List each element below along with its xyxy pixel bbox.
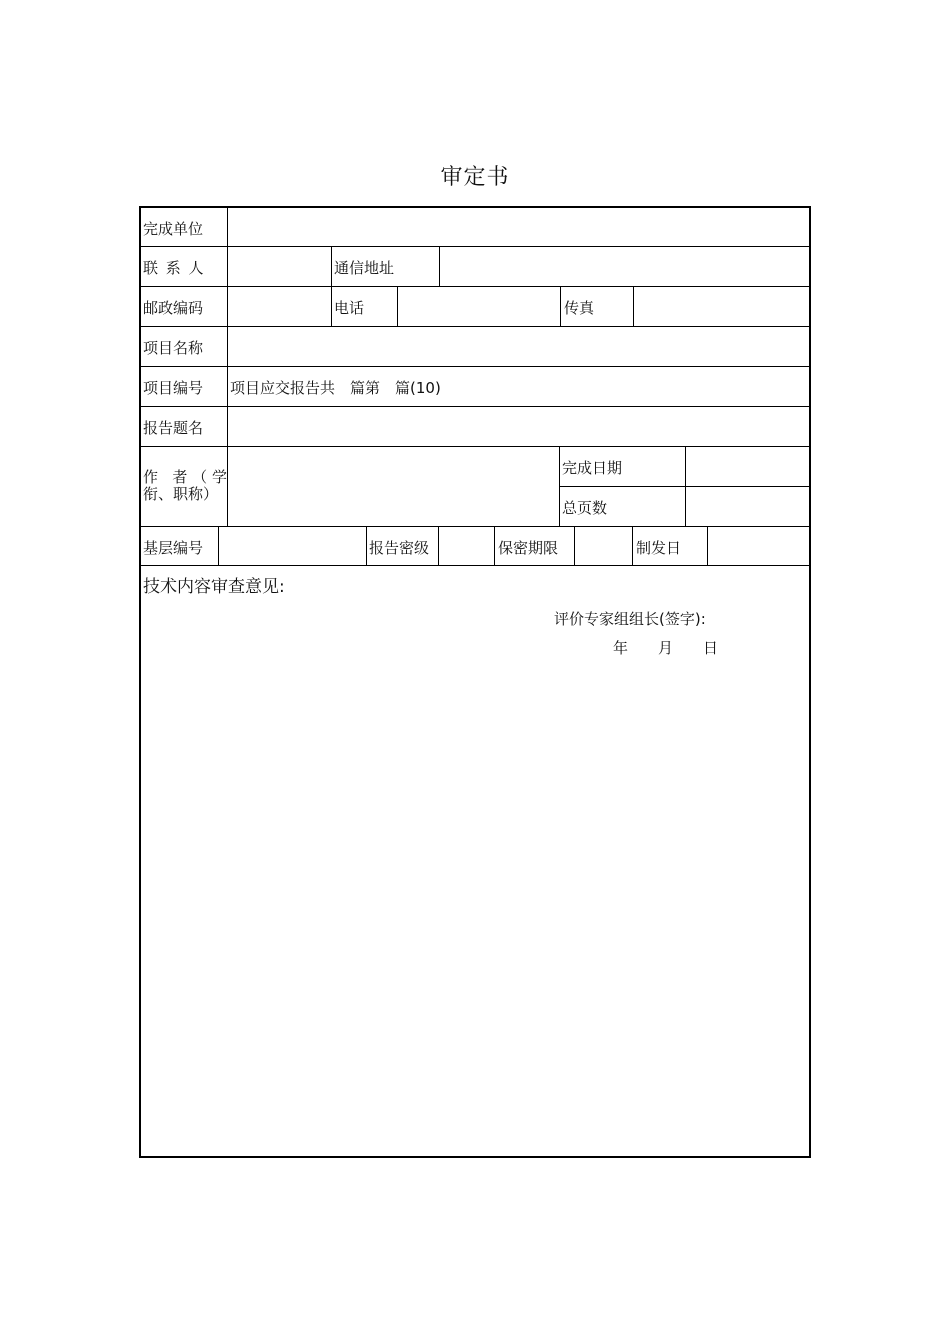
column-divider xyxy=(366,526,367,565)
column-divider xyxy=(218,526,219,565)
expert-leader-signature-label: 评价专家组组长(签字): xyxy=(554,610,706,628)
completion-unit-field[interactable] xyxy=(229,209,809,245)
phone-field[interactable] xyxy=(399,288,558,325)
row-divider xyxy=(141,326,811,327)
column-divider xyxy=(438,526,439,565)
column-divider xyxy=(632,526,633,565)
column-divider xyxy=(227,208,228,526)
column-divider xyxy=(633,286,634,326)
review-heading: 技术内容审查意见: xyxy=(143,577,285,597)
completion-date-field[interactable] xyxy=(687,448,809,485)
column-divider xyxy=(685,446,686,526)
issue-date-label: 制发日 xyxy=(636,539,682,557)
project-report-count-text[interactable]: 项目应交报告共 篇第 篇(10) xyxy=(230,379,441,397)
issue-date-field[interactable] xyxy=(709,528,809,564)
report-secrecy-field[interactable] xyxy=(440,528,492,564)
review-comments-area[interactable] xyxy=(143,668,809,1154)
base-number-label: 基层编号 xyxy=(143,539,204,557)
fax-label: 传真 xyxy=(564,299,595,317)
report-title-label: 报告题名 xyxy=(143,419,204,437)
row-divider xyxy=(141,406,811,407)
fax-field[interactable] xyxy=(635,288,809,325)
author-label: 作 者（学衔、职称） xyxy=(143,468,227,503)
secrecy-period-field[interactable] xyxy=(576,528,630,564)
contact-person-label: 联 系 人 xyxy=(143,259,204,277)
row-divider xyxy=(141,526,811,527)
approval-form xyxy=(139,206,811,1158)
postcode-field[interactable] xyxy=(229,288,329,325)
author-field[interactable] xyxy=(229,448,557,525)
phone-label: 电话 xyxy=(334,299,365,317)
project-name-label: 项目名称 xyxy=(143,339,204,357)
column-divider xyxy=(397,286,398,326)
completion-date-label: 完成日期 xyxy=(562,459,623,477)
page-title: 审定书 xyxy=(440,165,510,190)
column-divider xyxy=(707,526,708,565)
project-number-label: 项目编号 xyxy=(143,379,204,397)
column-divider xyxy=(559,446,560,526)
base-number-field[interactable] xyxy=(220,528,364,564)
report-secrecy-label: 报告密级 xyxy=(369,539,430,557)
column-divider xyxy=(439,246,440,286)
row-divider xyxy=(141,366,811,367)
total-pages-field[interactable] xyxy=(687,488,809,525)
review-date-line: 年 月 日 xyxy=(613,639,719,657)
secrecy-period-label: 保密期限 xyxy=(498,539,559,557)
mailing-address-field[interactable] xyxy=(441,248,809,285)
row-divider xyxy=(141,446,811,447)
row-divider xyxy=(141,565,811,566)
row-divider xyxy=(141,246,811,247)
column-divider xyxy=(574,526,575,565)
total-pages-label: 总页数 xyxy=(562,499,608,517)
column-divider xyxy=(331,246,332,326)
project-name-field[interactable] xyxy=(229,328,809,365)
contact-person-field[interactable] xyxy=(229,248,329,285)
postcode-label: 邮政编码 xyxy=(143,299,204,317)
mailing-address-label: 通信地址 xyxy=(334,259,395,277)
report-title-field[interactable] xyxy=(229,408,809,445)
column-divider xyxy=(494,526,495,565)
row-divider xyxy=(141,286,811,287)
column-divider xyxy=(560,286,561,326)
completion-unit-label: 完成单位 xyxy=(143,220,204,238)
